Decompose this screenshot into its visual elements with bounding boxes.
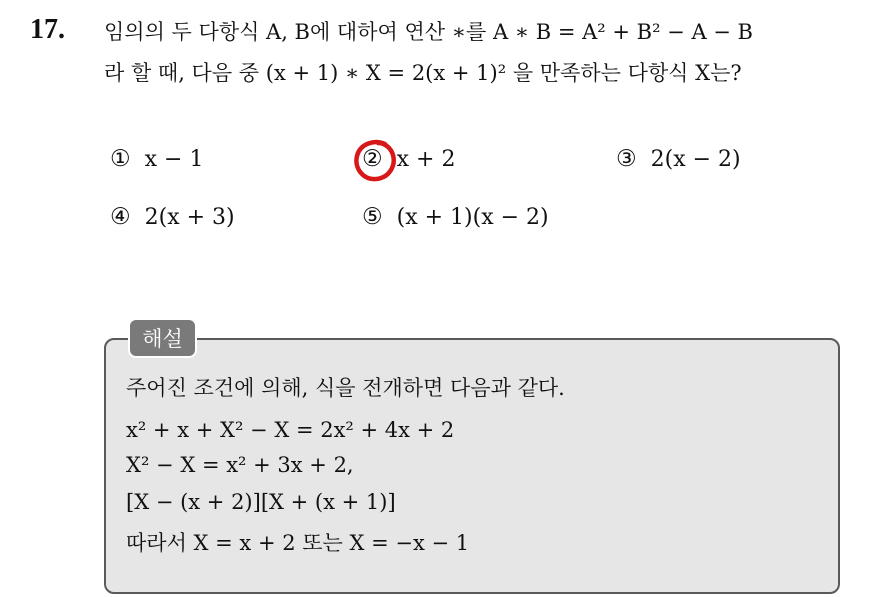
choice-number: ① <box>110 146 131 172</box>
choice-4[interactable] <box>110 204 235 230</box>
choice-number: ④ <box>110 204 131 230</box>
answer-circle-mark-icon <box>352 138 400 184</box>
choice-1[interactable] <box>110 146 203 172</box>
solution-line-1: 주어진 조건에 의해, 식을 전개하면 다음과 같다. <box>126 376 565 400</box>
solution-line-5: 따라서 X = x + 2 또는 X = −x − 1 <box>126 531 470 555</box>
solution-line-3: X² − X = x² + 3x + 2, <box>126 453 354 477</box>
choice-text: 2(x + 3) <box>144 204 235 230</box>
choice-5[interactable] <box>362 204 549 230</box>
choice-text: x + 2 <box>396 146 456 172</box>
choice-number: ⑤ <box>362 204 383 230</box>
question-number: 17. <box>30 14 65 45</box>
question-text-line-1: 임의의 두 다항식 A, B에 대하여 연산 ∗를 A ∗ B = A² + B² − A − B <box>104 20 753 44</box>
choice-text: 2(x − 2) <box>650 146 741 172</box>
choice-3[interactable] <box>616 146 741 172</box>
choice-number: ③ <box>616 146 637 172</box>
choice-text: (x + 1)(x − 2) <box>396 204 549 230</box>
solution-line-2: x² + x + X² − X = 2x² + 4x + 2 <box>126 418 455 442</box>
solution-line-4: [X − (x + 2)][X + (x + 1)] <box>126 490 396 514</box>
choice-text: x − 1 <box>144 146 204 172</box>
solution-tag: 해설 <box>128 318 197 358</box>
choice-number: ② <box>362 146 383 172</box>
question-text-line-2: 라 할 때, 다음 중 (x + 1) ∗ X = 2(x + 1)² 을 만족하는 다항식 X는? <box>104 61 742 85</box>
